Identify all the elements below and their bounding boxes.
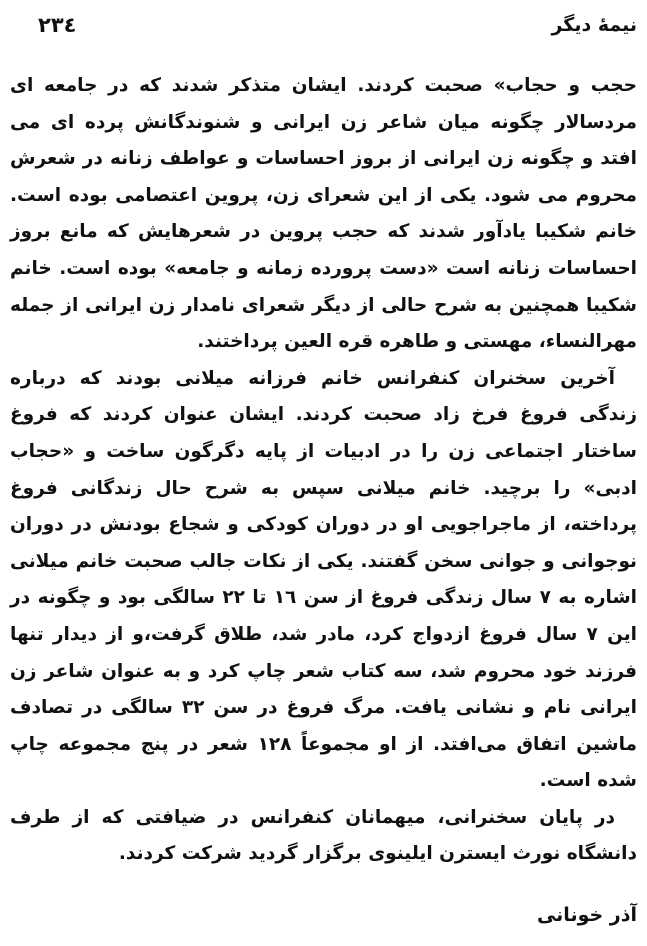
article-body xyxy=(10,68,637,873)
running-title: نیمهٔ دیگر xyxy=(551,14,637,36)
page-header xyxy=(38,10,637,40)
author-signature: آذر خونانی xyxy=(536,904,637,926)
paragraph-continued: حجب و حجاب» صحبت کردند. ایشان متذکر شدند که در جامعه ای مردسالار چگونه میان شاعر زن ایرانی و شنوندگانش پرده ای می افتد و چگونه زن ایرانی از بروز احساسات و عواطف زنانه در شعرش محروم می شود. یکی از این شعرای زن، پروین اعتصامی بوده است. خانم شکیبا یادآور شدند که حجب پروین در شعرهایش که مانع بروز احساسات زنانه است «دست پرورده زمانه و جامعه» بوده است. خانم شکیبا همچنین به شرح حالی از دیگر شعرای نامدار زن ایرانی از جمله مهرالنساء، مهستی و طاهره قره العین پرداختند. xyxy=(10,75,637,353)
paragraph-closing: در پایان سخنرانی، میهمانان کنفرانس در ضیافتی که از طرف دانشگاه نورث ایسترن ایلینوی برگزار گردید شرکت کردند. xyxy=(10,806,637,865)
page-number: ۲۳٤ xyxy=(38,13,77,37)
paragraph-last-speaker: آخرین سخنران کنفرانس خانم فرزانه میلانی بودند که درباره زندگی فروغ فرخ زاد صحبت کردند. ایشان عنوان کردند که فروغ ساختار اجتماعی زن را در ادبیات از پایه دگرگون ساخت و «حجاب ادبی» را برچید. خانم میلانی سپس به شرح حال زندگانی فروغ پرداخته، از ماجراجویی او در دوران کودکی و شجاع بودنش در دوران نوجوانی و جوانی سخن گفتند. یکی از نکات جالب صحبت خانم میلانی اشاره به ۷ سال زندگی فروغ از سن ۱٦ تا ۲۲ سالگی بود و چگونه در این ۷ سال فروغ ازدواج کرد، مادر شد، طلاق گرفت،و از دیدار تنها فرزند خود محروم شد، سه کتاب شعر چاپ کرد و به عنوان شاعر زن ایرانی نام و نشانی یافت. مرگ فروغ در سن ۳۲ سالگی در تصادف ماشین اتفاق می‌افتد. از او مجموعاً ۱۲۸ شعر در پنج مجموعه چاپ شده است. xyxy=(10,367,638,792)
